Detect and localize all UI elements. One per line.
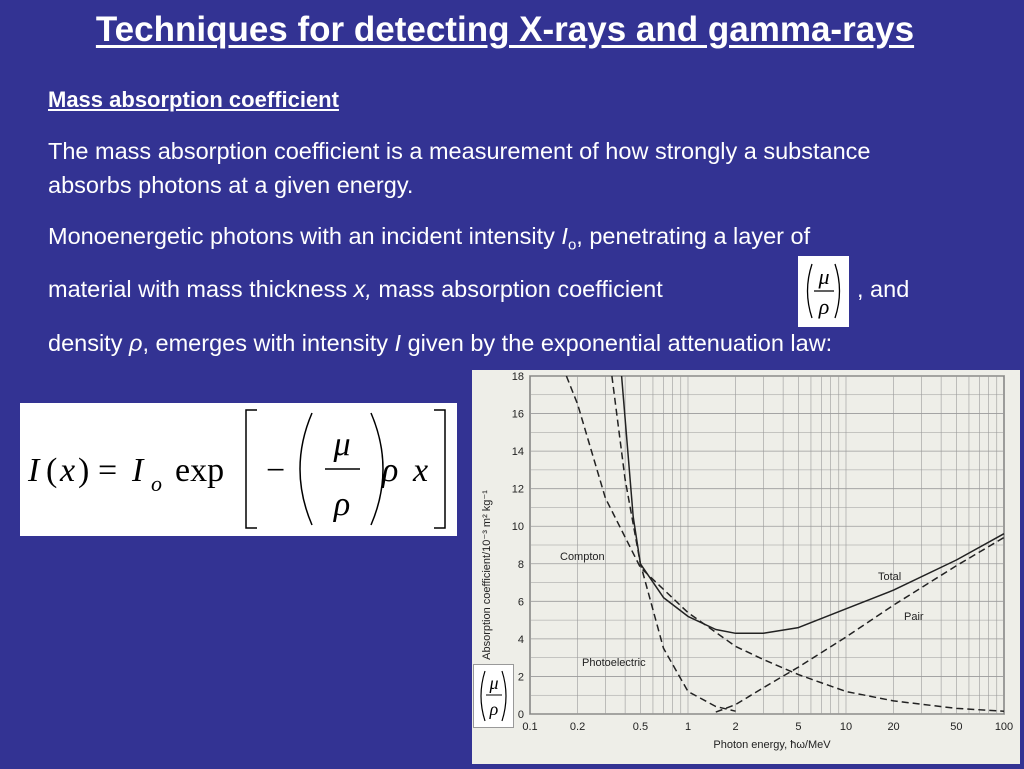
x-tick-label: 2	[732, 721, 739, 733]
x-tick-label: 0.1	[522, 721, 538, 733]
x-tick-label: 1	[684, 721, 692, 733]
text: given by the exponential attenuation law:	[401, 330, 833, 356]
eq-minus: −	[266, 452, 286, 489]
eq-rho2: ρ	[382, 452, 399, 489]
annotation-compton: Compton	[560, 551, 605, 563]
rho-symbol: ρ	[818, 294, 830, 319]
y-tick-label: 0	[517, 709, 524, 721]
text: Monoenergetic photons with an incident intensity	[48, 223, 562, 249]
equation-graphic	[20, 403, 457, 536]
section-heading: Mass absorption coefficient	[48, 87, 339, 112]
eq-equals: =	[98, 452, 118, 489]
text: material with mass thickness	[48, 276, 354, 302]
paragraph-line-2-end: , and	[857, 276, 910, 302]
paragraph-line-2	[48, 276, 663, 303]
subscript-o: o	[567, 236, 577, 254]
y-tick-label: 16	[511, 408, 524, 421]
mu-over-rho-inline-graphic	[798, 256, 849, 327]
x-tick-label: 20	[887, 721, 900, 733]
mu-over-rho-inline	[798, 256, 849, 327]
text: , emerges with intensity	[142, 330, 395, 356]
y-tick-label: 2	[517, 671, 524, 684]
eq-rho: ρ	[333, 486, 351, 523]
y-tick-label: 8	[517, 558, 524, 571]
text: , penetrating a layer of	[576, 223, 811, 249]
mu-over-rho-chart-label	[473, 664, 514, 728]
intensity-symbol: I	[394, 330, 402, 356]
annotation-total: Total	[878, 571, 902, 583]
eq-x2: x	[413, 452, 429, 489]
x-tick-label: 5	[795, 721, 802, 733]
eq-rparen: )	[78, 452, 90, 489]
x-tick-label: 10	[839, 721, 853, 733]
attenuation-equation	[20, 403, 457, 536]
y-tick-label: 6	[517, 596, 524, 609]
thickness-symbol: x,	[353, 276, 372, 302]
annotation-pair: Pair	[904, 611, 924, 623]
y-tick-label: 18	[511, 371, 524, 383]
mu-symbol: μ	[489, 673, 499, 693]
text: density	[48, 330, 129, 356]
y-tick-label: 12	[511, 483, 524, 496]
eq-left-bracket	[246, 410, 257, 528]
x-tick-label: 0.5	[632, 721, 649, 733]
mu-symbol: μ	[818, 264, 830, 289]
x-tick-label: 100	[994, 721, 1014, 733]
paragraph-line-1	[48, 223, 810, 254]
left-paren	[481, 671, 485, 721]
x-tick-label: 50	[950, 721, 963, 733]
eq-exp: exp	[175, 452, 225, 489]
eq-x: x	[60, 452, 76, 489]
chart-svg	[472, 370, 1020, 764]
eq-I: I	[28, 452, 40, 489]
eq-lparen: (	[46, 452, 58, 489]
intensity-symbol: I	[561, 223, 568, 249]
paragraph-definition: The mass absorption coefficient is a measurement of how strongly a substance absorbs photons at a given energy.	[48, 138, 871, 198]
absorption-coefficient-chart	[472, 370, 1020, 764]
eq-left-paren	[300, 413, 312, 525]
x-axis-label: Photon energy, ħω/MeV	[713, 739, 831, 751]
y-tick-label: 14	[511, 446, 524, 459]
eq-sub-o: o	[151, 471, 162, 496]
y-tick-label: 4	[517, 633, 524, 646]
eq-right-bracket	[434, 410, 445, 528]
rho-symbol: ρ	[489, 699, 499, 719]
right-paren	[502, 671, 506, 721]
annotation-photoelectric: Photoelectric	[582, 657, 646, 669]
x-tick-label: 0.2	[569, 721, 586, 733]
paragraph-line-3	[48, 330, 832, 357]
eq-mu: μ	[333, 426, 351, 463]
y-tick-label: 10	[511, 521, 524, 534]
y-axis-label: Absorption coefficient/10⁻³ m² kg⁻¹	[481, 490, 493, 660]
slide-title: Techniques for detecting X-rays and gamma-rays	[95, 10, 915, 49]
text: mass absorption coefficient	[371, 276, 663, 302]
density-symbol: ρ	[129, 330, 143, 356]
right-paren	[835, 264, 840, 318]
mu-over-rho-chart-graphic	[474, 665, 513, 727]
eq-I0: I	[132, 452, 144, 489]
left-paren	[808, 264, 813, 318]
series-total	[622, 376, 1004, 633]
